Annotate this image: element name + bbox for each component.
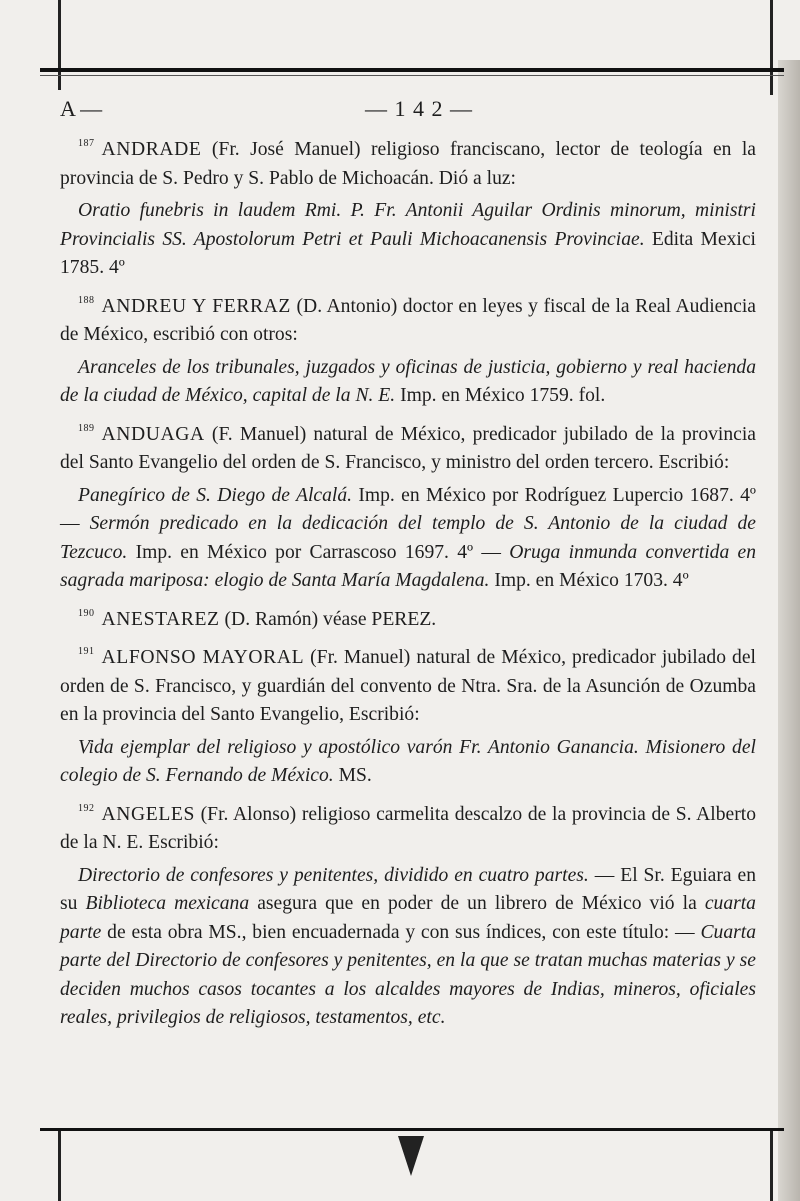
entry-192 xyxy=(60,795,756,858)
top-rule-thin xyxy=(40,75,784,76)
work-title: Aranceles de los tribunales, juzgados y oficinas de justicia, gobierno y real hacienda de la ciudad de México, capital de la N. E. xyxy=(60,356,756,406)
entry-name: ANDUAGA xyxy=(101,423,205,445)
entry-name: ANDRADE xyxy=(101,139,202,160)
entry-190 xyxy=(60,600,756,635)
entry-description: (D. Ramón) véase PEREZ. xyxy=(219,608,437,630)
work-note: — El Sr. Eguiara en su xyxy=(60,864,756,914)
entry-191 xyxy=(60,638,756,730)
work-item xyxy=(60,862,756,1033)
page-body xyxy=(60,130,756,1037)
work-item xyxy=(60,354,756,411)
bottom-rule xyxy=(40,1128,784,1131)
entry-description: (Fr. José Manuel) religioso franciscano, lector de teología en la provincia de S. Pedro y S. Pablo de Michoacán. Dió a luz: xyxy=(60,139,756,189)
entry-name: ANESTAREZ xyxy=(101,608,220,630)
section-letter: A — xyxy=(60,96,103,121)
work-title: Sermón predicado en la dedicación del templo de S. Antonio de la ciudad de Tezcuco. xyxy=(60,513,756,563)
work-title: Biblioteca mexicana xyxy=(85,893,250,914)
entry-189 xyxy=(60,415,756,478)
work-item xyxy=(60,734,756,791)
work-title: Cuarta parte del Directorio de confesores y penitentes, en la que se tratan muchas materias y se deciden muchos casos tocantes a los alcaldes mayores de Indias, mineros, oficiales reales, privilegios de religiosos, testamentos, etc. xyxy=(60,921,756,1028)
page-edge-shadow xyxy=(778,60,800,1201)
entry-number: 187 xyxy=(78,138,95,149)
page-border-right-bottom xyxy=(770,1128,773,1201)
work-imprint: Imp. en México 1703. 4º xyxy=(489,570,689,591)
entry-name: ANGELES xyxy=(101,803,195,825)
entry-description: (Fr. Alonso) religioso carmelita descalzo de la provincia de S. Alberto de la N. E. Escribió: xyxy=(60,803,756,853)
work-item xyxy=(60,197,756,283)
entry-description: (F. Manuel) natural de México, predicador jubilado de la provincia del Santo Evangelio del orden de S. Francisco, y ministro del orden tercero. Escribió: xyxy=(60,423,756,473)
work-title: Oruga inmunda convertida en sagrada mariposa: elogio de Santa María Magdalena. xyxy=(60,541,756,591)
entry-number: 191 xyxy=(78,646,95,657)
running-header xyxy=(60,96,760,126)
entry-description: (D. Antonio) doctor en leyes y fiscal de la Real Audiencia de México, escribió con otros: xyxy=(60,295,756,345)
work-imprint: Imp. en México por Rodríguez Lupercio 1687. 4º — xyxy=(60,484,756,534)
work-imprint: Imp. en México por Carrascoso 1697. 4º — xyxy=(127,541,510,563)
entry-description: (Fr. Manuel) natural de México, predicador jubilado del orden de S. Francisco, y guardián del convento de Ntra. Sra. de la Asunción de Ozumba en la provincia del Santo Evangelio, Escribió: xyxy=(60,647,756,725)
work-title: cuarta parte xyxy=(60,893,756,943)
work-imprint: MS. xyxy=(333,765,372,786)
work-title: Oratio funebris in laudem Rmi. P. Fr. Antonii Aguilar Ordinis minorum, ministri Provincialis SS. Apostolorum Petri et Pauli Michoacanensis Provinciae. xyxy=(60,200,756,250)
work-item xyxy=(60,482,756,596)
entry-187 xyxy=(60,130,756,193)
entry-number: 189 xyxy=(78,422,95,434)
bottom-ornament-icon xyxy=(398,1136,424,1176)
work-title: Directorio de confesores y penitentes, dividido en cuatro partes. xyxy=(78,864,589,886)
work-imprint: Edita Mexici 1785. 4º xyxy=(60,228,756,278)
page-border-left-top xyxy=(58,0,61,90)
entry-number: 190 xyxy=(78,607,95,619)
page-border-right-top xyxy=(770,0,773,95)
entry-name: ANDREU Y FERRAZ xyxy=(101,295,291,317)
work-imprint: Imp. en México 1759. fol. xyxy=(395,385,606,406)
top-rule xyxy=(40,68,784,72)
entry-number: 188 xyxy=(78,294,95,306)
work-title: Panegírico de S. Diego de Alcalá. xyxy=(78,484,353,506)
entry-number: 192 xyxy=(78,802,95,814)
entry-188 xyxy=(60,287,756,350)
work-note: de esta obra MS., bien encuadernada y con sus índices, con este título: — xyxy=(101,921,701,943)
work-note: asegura que en poder de un librero de México vió la xyxy=(249,893,705,914)
entry-name: ALFONSO MAYORAL xyxy=(101,647,305,668)
page-border-left-bottom xyxy=(58,1128,61,1201)
page-number: — 1 4 2 — xyxy=(365,96,473,121)
work-title: Vida ejemplar del religioso y apostólico varón Fr. Antonio Ganancia. Misionero del colegio de S. Fernando de México. xyxy=(60,736,756,786)
